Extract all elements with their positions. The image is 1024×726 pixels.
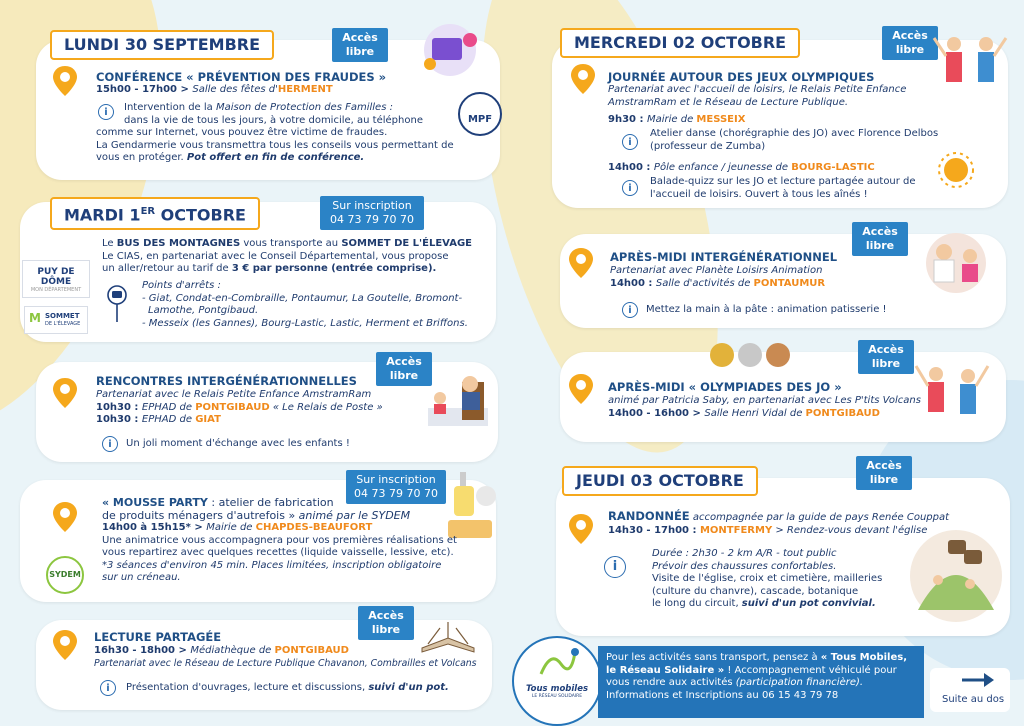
lundi-body: Intervention de la Maison de Protection des Familles : dans la vie de tous les jours, à votre domicile, au téléphone comme sur Internet, vous pouvez être victime de fraudes. La Gendarmerie vous transmettra tous les conseils vous permettant de vous en protéger. Pot offert en fin de conférence. — [96, 102, 454, 163]
mercredi-session1-desc: Atelier danse (chorégraphie des JO) avec Florence Delbos (professeur de Zumba) — [650, 128, 939, 152]
badge-inscription-mousse: Sur inscription 04 73 79 70 70 — [346, 470, 446, 504]
day-header-mardi: MARDI 1ER OCTOBRE — [50, 197, 260, 230]
mardi-body: Le BUS DES MONTAGNES vous transporte au SOMMET DE L'ÉLEVAGE Le CIAS, en partenariat avec le Conseil Départemental, vous propose un aller/retour au tarif de 3 € par personne (entrée comprise). — [102, 238, 472, 274]
location-pin-icon — [50, 500, 80, 534]
rencontres-details: Partenariat avec le Relais Petite Enfance AmstramRam 10h30 : EPHAD de PONTGIBAUD « Le Relais de Poste » 10h30 : EPHAD de GIAT — [96, 389, 383, 425]
lecture-info: Présentation d'ouvrages, lecture et discussions, suivi d'un pot. — [126, 682, 449, 693]
badge-acces-rencontres: Accès libre — [376, 352, 432, 386]
tous-mobiles-route-icon — [535, 646, 579, 680]
mpf-logo: MPF — [458, 92, 502, 136]
badge-acces-jeudi: Accès libre — [856, 456, 912, 490]
sommet-elevage-logo: M SOMMET DE L'ÉLEVAGE — [24, 306, 88, 334]
location-pin-icon — [50, 376, 80, 410]
apres2-title: APRÈS-MIDI « OLYMPIADES DES JO » — [608, 380, 842, 394]
sydem-logo: SYDEM — [46, 556, 84, 594]
grandmother-reading-illustration — [418, 362, 498, 432]
rencontres-info: Un joli moment d'échange avec les enfants ! — [126, 438, 350, 449]
mercredi-session2: 14h00 : Pôle enfance / jeunesse de BOURG-LASTIC — [608, 162, 875, 173]
lundi-time-line: 15h00 - 17h00 > Salle des fêtes d'HERMENT — [96, 84, 333, 95]
footer-info-box: Pour les activités sans transport, pensez à « Tous Mobiles, le Réseau Solidaire » ! Accompagnement véhiculé pour vous rendre aux activités (participation financière). Informations et Inscriptions au 06 15 43 79 78 — [598, 646, 924, 718]
rencontres-title: RENCONTRES INTERGÉNÉRATIONNELLES — [96, 374, 357, 388]
jeudi-details: RANDONNÉE accompagnée par la guide de pays Renée Couppat 14h30 - 17h00 : MONTFERMY > Rendez-vous devant l'église — [608, 509, 950, 536]
badge-acces-lundi: Accès libre — [332, 28, 388, 62]
bus-stop-icon — [106, 284, 128, 324]
exercising-seniors-illustration — [910, 360, 994, 440]
location-pin-icon — [566, 372, 596, 406]
arrow-right-icon — [958, 670, 998, 690]
mercredi-session2-desc: Balade-quizz sur les JO et lecture partagée autour de l'accueil de loisirs. Ouvert à tous les aînés ! — [650, 176, 916, 200]
badge-acces-lecture: Accès libre — [358, 606, 414, 640]
info-icon: i — [98, 104, 114, 120]
info-icon: i — [622, 302, 638, 318]
sun-icon — [936, 150, 976, 190]
mousse-details: « MOUSSE PARTY : atelier de fabrication de produits ménagers d'autrefois » animé par le SYDEM 14h00 à 15h15* > Mairie de CHAPDES-BEAUFORT Une animatrice vous accompagnera pour vos premières réalisations et vous repartirez avec quelques recettes (liquide vaisselle, lessive, etc). *3 séances d'environ 45 min. Places limitées, inscription obligatoire sur un créneau. — [102, 496, 457, 583]
day-header-mercredi: MERCREDI 02 OCTOBRE — [560, 28, 800, 58]
apres2-details: animé par Patricia Saby, en partenariat avec Les P'tits Volcans 14h00 - 16h00 > Salle Henri Vidal de PONTGIBAUD — [608, 395, 921, 419]
jeudi-body: Durée : 2h30 - 2 km A/R - tout public Prévoir des chaussures confortables. Visite de l'église, croix et cimetière, mailleries (culture du chanvre), cascade, botanique le long du circuit, suivi d'un pot convivial. — [652, 548, 883, 609]
info-icon: i — [622, 180, 638, 196]
puy-de-dome-logo: PUY DE DÔME MON DÉPARTEMENT — [22, 260, 90, 298]
info-icon: i — [100, 680, 116, 696]
location-pin-icon — [50, 628, 80, 662]
lundi-title: CONFÉRENCE « PRÉVENTION DES FRAUDES » — [96, 70, 387, 84]
info-icon: i — [102, 436, 118, 452]
mercredi-title: JOURNÉE AUTOUR DES JEUX OLYMPIQUES — [608, 70, 875, 84]
apres1-info: Mettez la main à la pâte : animation patisserie ! — [646, 304, 887, 315]
lecture-details: 16h30 - 18h00 > Médiathèque de PONTGIBAUD Partenariat avec le Réseau de Lecture Publique Chavanon, Combrailles et Volcans — [94, 645, 477, 669]
baking-illustration — [914, 232, 998, 294]
dancing-seniors-illustration — [930, 30, 1010, 110]
hiking-illustration — [908, 520, 1004, 634]
badge-acces-apres1: Accès libre — [852, 222, 908, 256]
lecture-title: LECTURE PARTAGÉE — [94, 630, 222, 644]
mercredi-partner: Partenariat avec l'accueil de loisirs, le Relais Petite Enfance AmstramRam et le Réseau de Lecture Publique. — [608, 84, 907, 108]
apres1-title: APRÈS-MIDI INTERGÉNÉRATIONNEL — [610, 250, 838, 264]
info-icon: i — [622, 134, 638, 150]
next-page-button[interactable]: Suite au dos — [930, 668, 1010, 712]
badge-acces-apres2: Accès libre — [858, 340, 914, 374]
mardi-stops: Points d'arrêts : - Giat, Condat-en-Combraille, Pontaumur, La Goutelle, Bromont- Lamothe, Pontgibaud. - Messeix (les Gannes), Bourg-Lastic, Lastic, Herment et Briffons. — [142, 280, 468, 329]
fraud-illustration-icon — [410, 20, 490, 80]
info-icon: i — [604, 556, 626, 578]
location-pin-icon — [566, 246, 596, 280]
badge-inscription-mardi: Sur inscription 04 73 79 70 70 — [320, 196, 424, 230]
day-header-jeudi: JEUDI 03 OCTOBRE — [562, 466, 758, 496]
mercredi-session1: 9h30 : Mairie de MESSEIX — [608, 114, 746, 125]
location-pin-icon — [50, 64, 80, 98]
badge-acces-mercredi: Accès libre — [882, 26, 938, 60]
apres1-details: Partenariat avec Planète Loisirs Animation 14h00 : Salle d'activités de PONTAUMUR — [610, 265, 826, 289]
location-pin-icon — [568, 62, 598, 96]
location-pin-icon — [566, 512, 596, 546]
day-header-lundi: LUNDI 30 SEPTEMBRE — [50, 30, 274, 60]
tous-mobiles-logo: Tous mobiles LE RÉSEAU SOLIDAIRE — [512, 636, 602, 726]
medals-icon — [708, 340, 792, 370]
